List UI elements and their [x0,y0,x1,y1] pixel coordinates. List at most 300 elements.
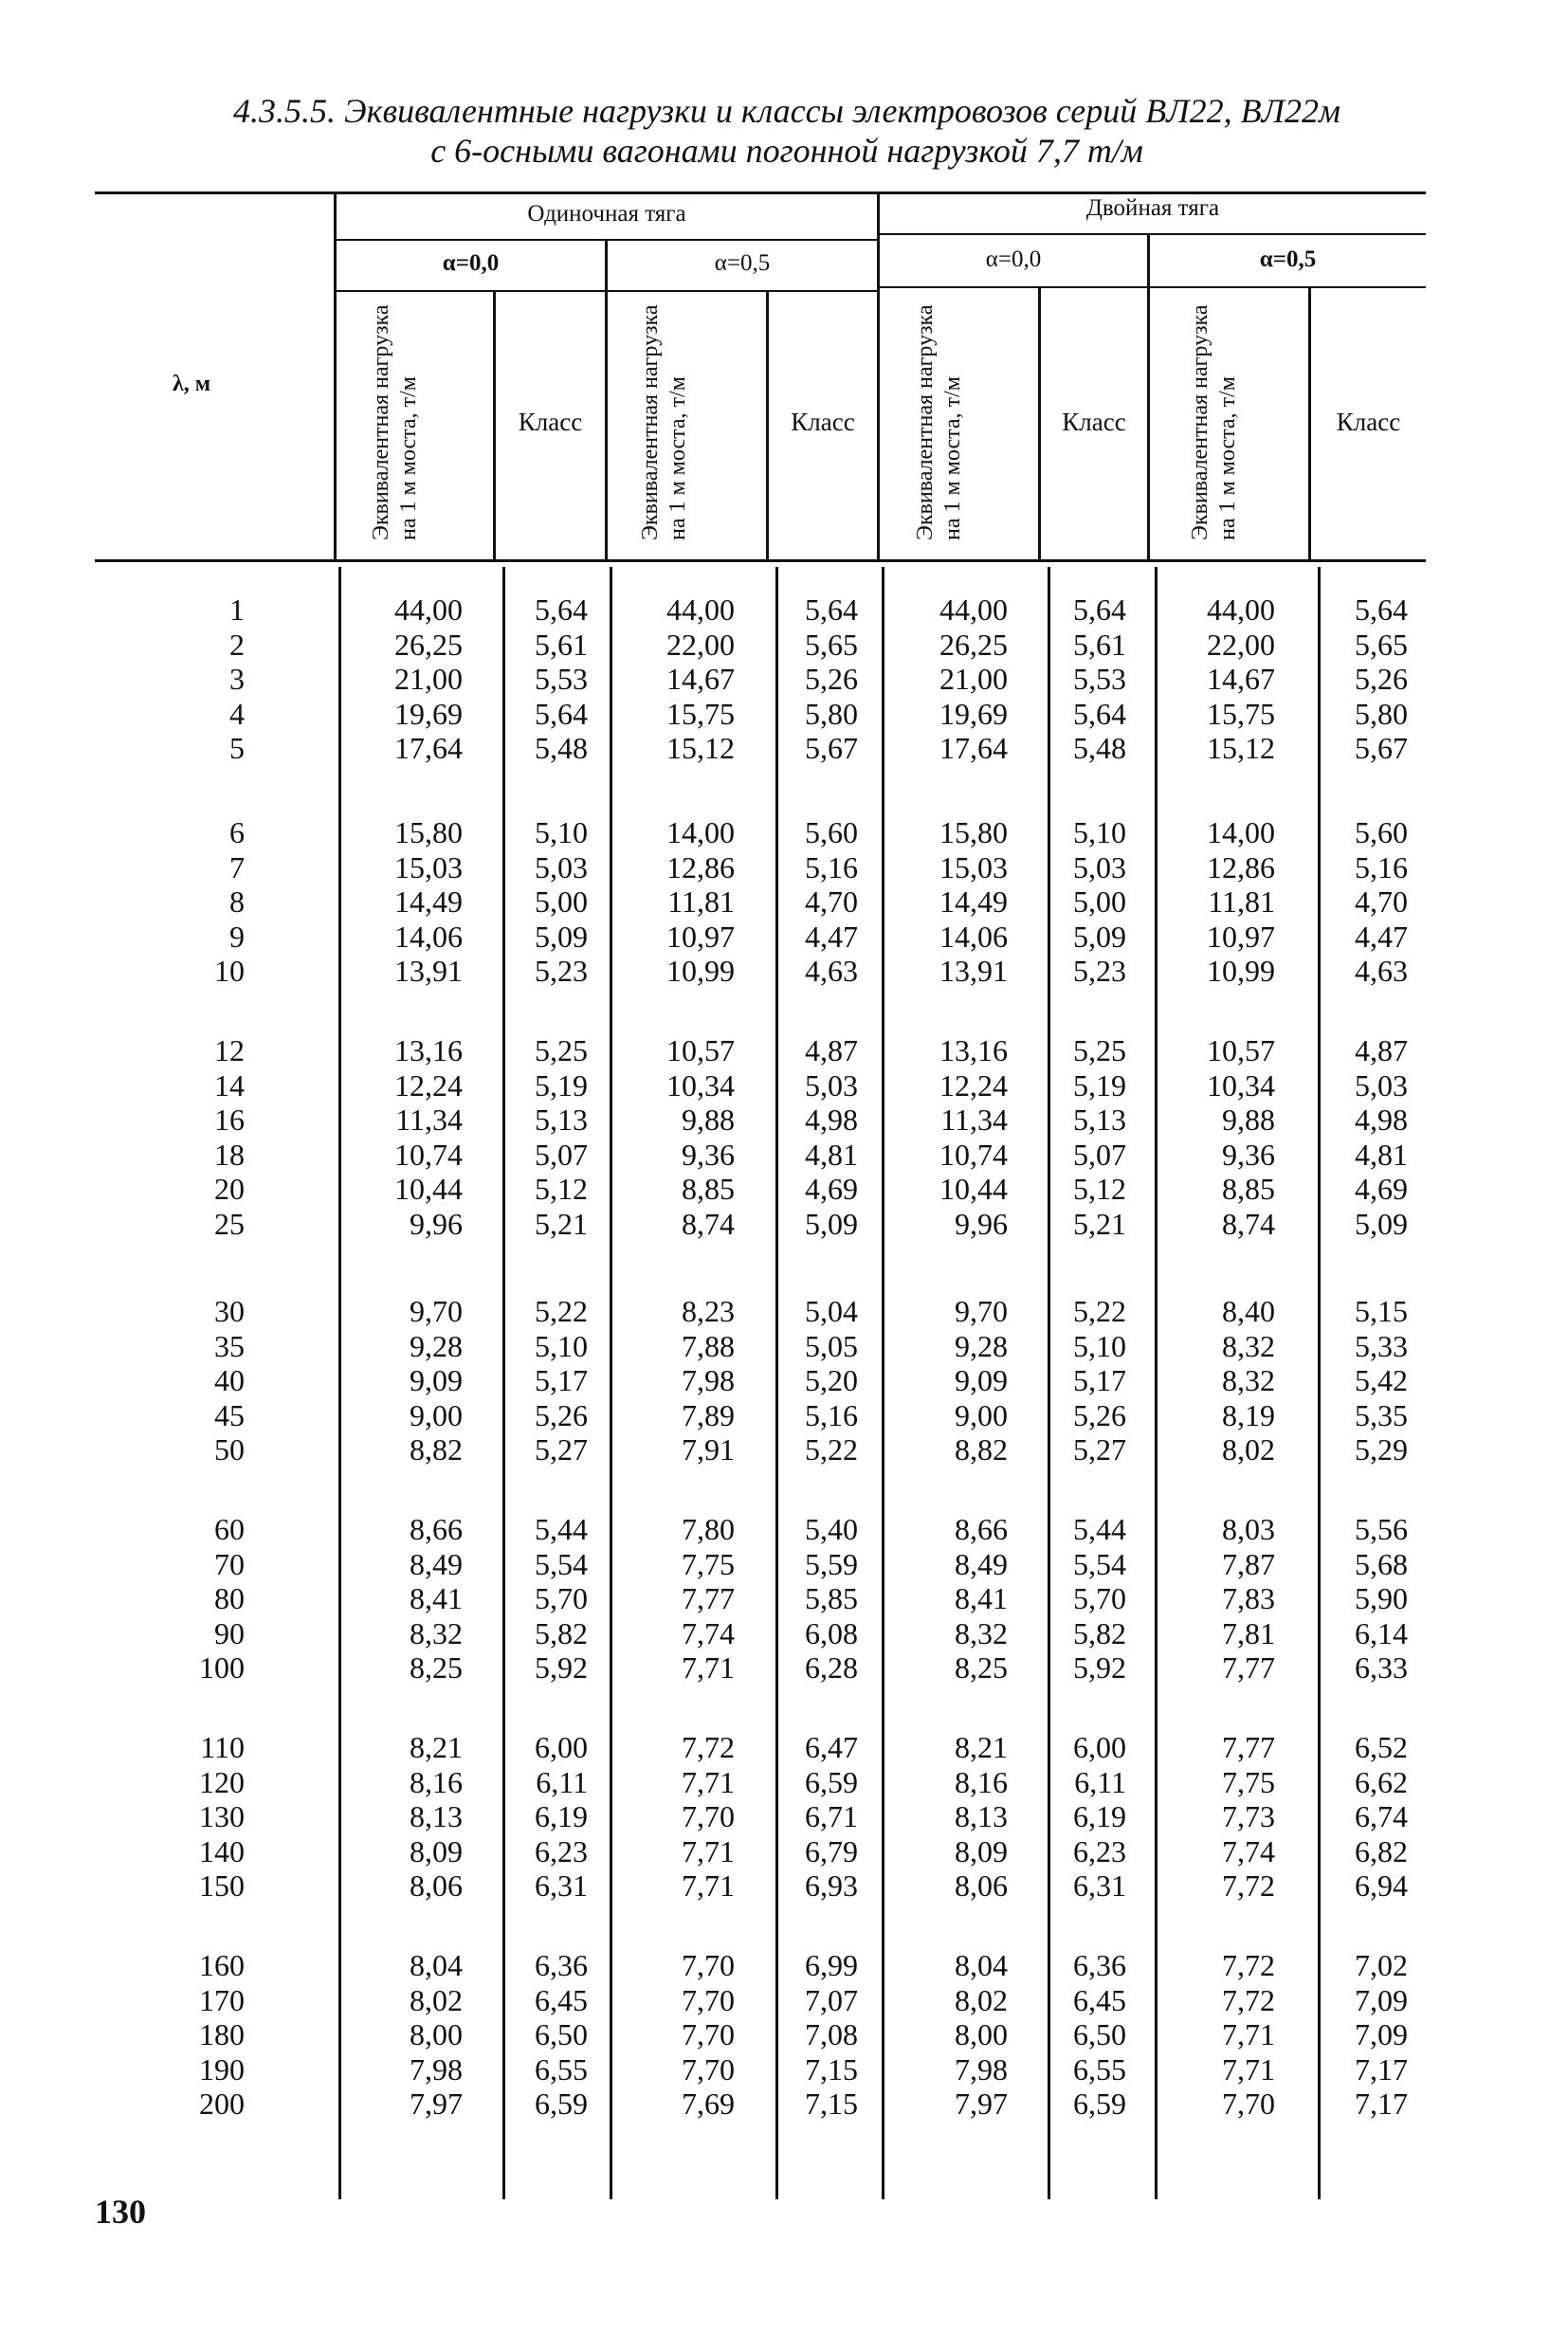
equiv-load-cell: 14,49 [394,884,463,919]
table-row [0,1329,1568,1363]
equiv-load-cell: 10,44 [939,1172,1008,1206]
class-cell: 5,23 [1073,954,1126,988]
class-cell: 5,60 [805,815,858,849]
lambda-cell: 3 [229,662,245,696]
equiv-load-cell: 22,00 [1207,627,1275,662]
class-cell: 5,07 [1073,1137,1126,1172]
class-cell: 5,44 [535,1512,588,1546]
class-cell: 5,82 [1073,1615,1126,1650]
class-cell: 5,65 [805,627,858,662]
equiv-load-cell: 8,66 [410,1512,463,1546]
class-cell: 5,61 [535,627,588,662]
equiv-load-cell: 14,67 [1207,662,1275,696]
equiv-load-cell: 26,25 [939,627,1008,662]
equiv-load-cell: 13,16 [939,1033,1008,1067]
title-line-2: с 6-осными вагонами погонной нагрузкой 7,7 т/м [430,132,1143,170]
lambda-cell: 140 [199,1833,245,1868]
equiv-load-cell: 19,69 [394,696,463,731]
equiv-load-cell: 10,57 [666,1033,735,1067]
equiv-load-cell: 21,00 [939,662,1008,696]
class-cell: 5,70 [535,1581,588,1615]
equiv-load-cell: 7,74 [1222,1833,1275,1868]
equiv-load-cell: 8,32 [410,1615,463,1650]
equiv-load-cell: 15,03 [939,849,1008,884]
class-cell: 4,87 [1355,1033,1408,1067]
class-cell: 5,80 [1355,696,1408,731]
table-row [0,1765,1568,1799]
class-cell: 5,03 [535,849,588,884]
class-cell: 5,10 [1073,815,1126,849]
class-cell: 7,17 [1355,2087,1408,2121]
class-cell: 7,17 [1355,2051,1408,2087]
lambda-cell: 16 [214,1103,245,1137]
class-cell: 5,27 [1073,1432,1126,1467]
table-row [0,662,1568,696]
equiv-load-cell: 8,06 [410,1868,463,1903]
class-cell: 5,90 [1355,1581,1408,1615]
class-cell: 6,31 [1073,1868,1126,1903]
equiv-load-cell: 10,74 [394,1137,463,1172]
single-traction-header: Одиночная тяга [527,201,686,227]
lambda-cell: 4 [229,696,245,731]
class-header: Класс [1062,408,1126,436]
table-row [0,1294,1568,1328]
equiv-load-cell: 7,73 [1222,1799,1275,1833]
table-row [0,731,1568,765]
class-cell: 7,15 [805,2051,858,2087]
class-cell: 5,13 [1073,1103,1126,1137]
class-cell: 5,64 [535,592,588,627]
class-cell: 5,10 [535,1328,588,1363]
class-cell: 4,69 [1355,1172,1408,1206]
table-row [0,1512,1568,1546]
class-cell: 5,25 [535,1033,588,1067]
traction-underline-double [880,233,1426,235]
equiv-load-cell: 17,64 [394,731,463,765]
table-row [0,1799,1568,1833]
class-cell: 5,17 [1073,1363,1126,1397]
class-cell: 5,56 [1355,1512,1408,1546]
class-cell: 4,69 [805,1172,858,1206]
class-cell: 6,36 [1073,1948,1126,1982]
equiv-load-cell: 9,28 [955,1328,1008,1363]
class-cell: 5,16 [805,1397,858,1432]
lambda-cell: 1 [229,592,245,627]
class-cell: 6,45 [535,1982,588,2017]
class-cell: 6,50 [1073,2017,1126,2051]
lambda-cell: 60 [214,1512,245,1546]
class-cell: 5,64 [1073,696,1126,731]
class-cell: 5,70 [1073,1581,1126,1615]
class-cell: 6,99 [805,1948,858,1982]
class-cell: 5,59 [805,1546,858,1581]
equiv-load-cell: 10,99 [666,954,735,988]
table-row [0,1547,1568,1581]
class-cell: 5,48 [1073,731,1126,765]
table-row [0,1033,1568,1067]
class-cell: 5,60 [1355,815,1408,849]
class-cell: 5,17 [535,1363,588,1397]
equiv-load-cell: 7,97 [410,2087,463,2121]
equiv-load-cell: 8,09 [955,1833,1008,1868]
class-cell: 5,53 [1073,662,1126,696]
lambda-cell: 45 [214,1397,245,1432]
equiv-load-cell: 8,25 [955,1650,1008,1685]
equiv-load-cell: 7,70 [682,1948,735,1982]
equiv-load-cell: 8,85 [1222,1172,1275,1206]
class-header: Класс [791,408,855,436]
class-cell: 6,08 [805,1615,858,1650]
class-cell: 6,45 [1073,1982,1126,2017]
table-row [0,2052,1568,2087]
equiv-load-cell: 8,21 [410,1730,463,1764]
alpha-single-05: α=0,5 [714,250,771,276]
table-row [0,1398,1568,1432]
lambda-cell: 40 [214,1363,245,1397]
table-title [104,91,1469,171]
class-cell: 6,79 [805,1833,858,1868]
equiv-load-cell: 7,77 [1222,1650,1275,1685]
equiv-load-cell: 9,09 [955,1363,1008,1397]
equiv-load-cell: 7,71 [682,1833,735,1868]
class-cell: 5,00 [535,884,588,919]
equiv-load-cell: 9,36 [682,1137,735,1172]
equiv-load-cell: 8,25 [410,1650,463,1685]
class-cell: 6,59 [535,2087,588,2121]
lambda-cell: 7 [229,849,245,884]
class-cell: 6,55 [1073,2051,1126,2087]
equiv-load-cell: 11,34 [940,1103,1008,1137]
class-cell: 5,23 [535,954,588,988]
class-cell: 4,81 [805,1137,858,1172]
class-cell: 7,09 [1355,1982,1408,2017]
class-cell: 5,09 [535,919,588,954]
equiv-load-cell: 26,25 [394,627,463,662]
class-cell: 5,42 [1355,1363,1408,1397]
equiv-load-cell: 8,03 [1222,1512,1275,1546]
class-cell: 6,55 [535,2051,588,2087]
class-cell: 5,64 [535,696,588,731]
equiv-load-cell: 8,02 [1222,1432,1275,1467]
class-cell: 5,00 [1073,884,1126,919]
lambda-cell: 18 [214,1137,245,1172]
lambda-cell: 8 [229,884,245,919]
class-cell: 5,64 [1073,592,1126,627]
class-cell: 4,63 [805,954,858,988]
table-row [0,1432,1568,1467]
equiv-load-header: Эквивалентная нагрузка на 1 м моста, т/м [638,304,690,540]
table-row [0,850,1568,884]
table-row [0,1068,1568,1103]
lambda-cell: 120 [199,1764,245,1799]
equiv-load-cell: 7,98 [410,2051,463,2087]
table-row [0,1983,1568,2017]
equiv-load-cell: 15,75 [1207,696,1275,731]
equiv-load-cell: 7,71 [682,1650,735,1685]
equiv-load-cell: 15,75 [666,696,735,731]
lambda-cell: 10 [214,954,245,988]
equiv-load-cell: 44,00 [394,592,463,627]
class-cell: 6,52 [1355,1730,1408,1764]
equiv-load-cell: 7,70 [682,2017,735,2051]
class-cell: 5,67 [805,731,858,765]
equiv-load-cell: 8,82 [955,1432,1008,1467]
equiv-load-cell: 14,06 [394,919,463,954]
equiv-load-cell: 7,81 [1222,1615,1275,1650]
equiv-load-cell: 13,16 [394,1033,463,1067]
equiv-load-header: Эквивалентная нагрузка на 1 м моста, т/м [369,304,421,540]
header-divider [1147,235,1150,559]
class-cell: 6,71 [805,1799,858,1833]
equiv-load-cell: 44,00 [666,592,735,627]
equiv-load-cell: 9,70 [410,1294,463,1328]
class-cell: 4,70 [1355,884,1408,919]
equiv-load-cell: 9,70 [955,1294,1008,1328]
equiv-load-cell: 10,34 [666,1067,735,1103]
equiv-load-cell: 8,00 [955,2017,1008,2051]
table-row [0,592,1568,627]
title-line-1: 4.3.5.5. Эквивалентные нагрузки и классы электровозов серий ВЛ22, ВЛ22м [233,92,1340,130]
equiv-load-cell: 44,00 [1207,592,1275,627]
alpha-single-0: α=0,0 [442,250,500,276]
equiv-load-cell: 9,00 [410,1397,463,1432]
class-header: Класс [1336,408,1401,436]
equiv-load-cell: 7,72 [682,1730,735,1764]
equiv-load-cell: 7,87 [1222,1546,1275,1581]
equiv-load-cell: 7,70 [682,1799,735,1833]
table-row [0,1650,1568,1685]
class-cell: 5,35 [1355,1397,1408,1432]
lambda-cell: 6 [229,815,245,849]
class-cell: 5,12 [1073,1172,1126,1206]
equiv-load-cell: 9,96 [955,1206,1008,1241]
table-row [0,1616,1568,1650]
equiv-load-cell: 14,67 [666,662,735,696]
lambda-cell: 160 [199,1948,245,1982]
table-row [0,1138,1568,1172]
class-cell: 5,85 [805,1581,858,1615]
table-row [0,954,1568,988]
equiv-load-cell: 9,88 [1222,1103,1275,1137]
table-row [0,815,1568,849]
double-traction-header: Двойная тяга [1085,195,1220,221]
equiv-load-cell: 7,74 [682,1615,735,1650]
equiv-load-cell: 9,88 [682,1103,735,1137]
equiv-load-cell: 7,75 [682,1546,735,1581]
lambda-cell: 50 [214,1432,245,1467]
table-row [0,2017,1568,2051]
alpha-underline-double [880,286,1426,288]
class-cell: 7,02 [1355,1948,1408,1982]
table-row [0,1103,1568,1137]
class-cell: 5,61 [1073,627,1126,662]
equiv-load-cell: 8,23 [682,1294,735,1328]
equiv-load-cell: 11,81 [667,884,735,919]
equiv-load-cell: 17,64 [939,731,1008,765]
header-divider [334,194,337,559]
equiv-load-cell: 7,71 [1222,2051,1275,2087]
class-cell: 5,48 [535,731,588,765]
lambda-cell: 150 [199,1868,245,1903]
class-cell: 5,21 [535,1206,588,1241]
equiv-load-cell: 10,74 [939,1137,1008,1172]
class-cell: 6,93 [805,1868,858,1903]
top-rule [95,191,1426,194]
lambda-cell: 70 [214,1546,245,1581]
equiv-load-cell: 8,74 [1222,1206,1275,1241]
equiv-load-cell: 10,97 [666,919,735,954]
equiv-load-cell: 15,12 [1207,731,1275,765]
class-cell: 5,25 [1073,1033,1126,1067]
equiv-load-cell: 14,06 [939,919,1008,954]
class-cell: 4,63 [1355,954,1408,988]
class-cell: 5,92 [535,1650,588,1685]
class-cell: 4,98 [1355,1103,1408,1137]
lambda-cell: 80 [214,1581,245,1615]
class-cell: 5,15 [1355,1294,1408,1328]
equiv-load-cell: 7,71 [682,1764,735,1799]
equiv-load-cell: 8,02 [955,1982,1008,2017]
class-cell: 5,68 [1355,1546,1408,1581]
table-row [0,2087,1568,2121]
equiv-load-cell: 8,13 [410,1799,463,1833]
class-cell: 5,16 [1355,849,1408,884]
class-cell: 7,07 [805,1982,858,2017]
equiv-load-cell: 8,04 [955,1948,1008,1982]
class-cell: 6,59 [1073,2087,1126,2121]
class-cell: 5,19 [535,1067,588,1103]
class-cell: 5,07 [535,1137,588,1172]
page-number: 130 [95,2193,146,2231]
lambda-cell: 5 [229,731,245,765]
class-cell: 5,20 [805,1363,858,1397]
class-cell: 5,09 [1073,919,1126,954]
class-cell: 5,04 [805,1294,858,1328]
equiv-load-cell: 8,41 [955,1581,1008,1615]
class-cell: 6,50 [535,2017,588,2051]
class-cell: 5,03 [1073,849,1126,884]
equiv-load-cell: 22,00 [666,627,735,662]
equiv-load-cell: 7,72 [1222,1982,1275,2017]
equiv-load-cell: 15,80 [939,815,1008,849]
table-row [0,1868,1568,1903]
class-cell: 5,33 [1355,1328,1408,1363]
equiv-load-cell: 9,96 [410,1206,463,1241]
equiv-load-cell: 7,98 [682,1363,735,1397]
lambda-cell: 100 [199,1650,245,1685]
lambda-cell: 35 [214,1328,245,1363]
equiv-load-cell: 8,02 [410,1982,463,2017]
equiv-load-cell: 15,80 [394,815,463,849]
class-cell: 5,19 [1073,1067,1126,1103]
table-row [0,1363,1568,1397]
equiv-load-cell: 12,24 [939,1067,1008,1103]
class-cell: 7,08 [805,2017,858,2051]
class-cell: 5,10 [1073,1328,1126,1363]
class-cell: 5,54 [1073,1546,1126,1581]
class-cell: 6,33 [1355,1650,1408,1685]
class-cell: 5,26 [1355,662,1408,696]
equiv-load-cell: 9,36 [1222,1137,1275,1172]
equiv-load-cell: 12,86 [1207,849,1275,884]
class-cell: 4,81 [1355,1137,1408,1172]
equiv-load-cell: 8,19 [1222,1397,1275,1432]
lambda-cell: 170 [199,1982,245,2017]
equiv-load-cell: 7,69 [682,2087,735,2121]
equiv-load-cell: 10,97 [1207,919,1275,954]
class-cell: 5,26 [535,1397,588,1432]
class-cell: 6,23 [535,1833,588,1868]
class-cell: 6,36 [535,1948,588,1982]
equiv-load-cell: 13,91 [394,954,463,988]
lambda-cell: 14 [214,1067,245,1103]
equiv-load-cell: 12,24 [394,1067,463,1103]
class-cell: 5,80 [805,696,858,731]
equiv-load-cell: 15,12 [666,731,735,765]
class-cell: 6,62 [1355,1764,1408,1799]
class-cell: 5,22 [535,1294,588,1328]
lambda-cell: 9 [229,919,245,954]
class-cell: 5,26 [1073,1397,1126,1432]
equiv-load-cell: 12,86 [666,849,735,884]
equiv-load-cell: 8,16 [955,1764,1008,1799]
lambda-cell: 20 [214,1172,245,1206]
equiv-load-cell: 14,00 [1207,815,1275,849]
equiv-load-cell: 8,06 [955,1868,1008,1903]
equiv-load-cell: 8,85 [682,1172,735,1206]
table-row [0,920,1568,954]
equiv-load-cell: 7,89 [682,1397,735,1432]
equiv-load-cell: 8,13 [955,1799,1008,1833]
equiv-load-cell: 11,81 [1208,884,1275,919]
class-cell: 5,44 [1073,1512,1126,1546]
equiv-load-cell: 14,00 [666,815,735,849]
equiv-load-cell: 8,32 [1222,1328,1275,1363]
class-cell: 5,40 [805,1512,858,1546]
lambda-cell: 130 [199,1799,245,1833]
equiv-load-cell: 9,28 [410,1328,463,1363]
table-row [0,1207,1568,1241]
equiv-load-cell: 15,03 [394,849,463,884]
equiv-load-header: Эквивалентная нагрузка на 1 м моста, т/м [1188,304,1240,540]
class-cell: 7,15 [805,2087,858,2121]
alpha-double-0: α=0,0 [985,246,1042,272]
equiv-load-cell: 7,88 [682,1328,735,1363]
class-cell: 5,22 [1073,1294,1126,1328]
class-cell: 4,47 [805,919,858,954]
class-cell: 5,10 [535,815,588,849]
lambda-cell: 90 [214,1615,245,1650]
equiv-load-cell: 21,00 [394,662,463,696]
class-cell: 4,87 [805,1033,858,1067]
class-cell: 6,23 [1073,1833,1126,1868]
equiv-load-cell: 11,34 [395,1103,463,1137]
class-cell: 5,54 [535,1546,588,1581]
table-row [0,1834,1568,1868]
equiv-load-cell: 8,82 [410,1432,463,1467]
class-cell: 5,29 [1355,1432,1408,1467]
equiv-load-cell: 8,74 [682,1206,735,1241]
class-cell: 5,12 [535,1172,588,1206]
class-cell: 7,09 [1355,2017,1408,2051]
class-cell: 5,03 [1355,1067,1408,1103]
class-cell: 4,98 [805,1103,858,1137]
equiv-load-cell: 7,98 [955,2051,1008,2087]
class-cell: 6,47 [805,1730,858,1764]
equiv-load-cell: 8,09 [410,1833,463,1868]
equiv-load-cell: 13,91 [939,954,1008,988]
equiv-load-cell: 8,32 [955,1615,1008,1650]
